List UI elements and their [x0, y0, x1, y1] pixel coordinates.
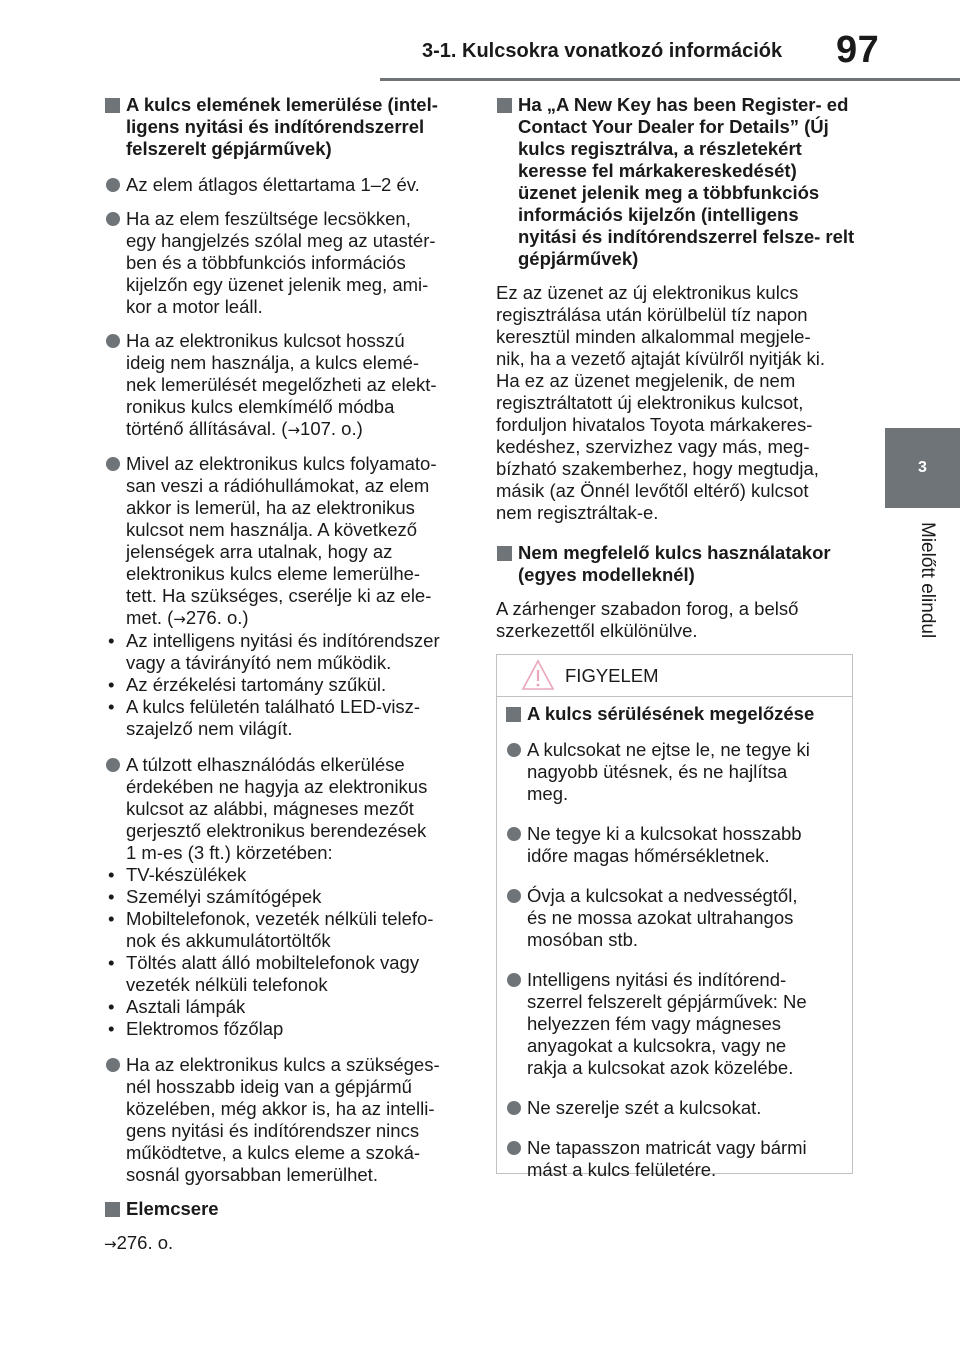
square-bullet-icon — [105, 98, 120, 113]
text-line: mosóban stb. — [527, 929, 639, 950]
section-heading — [496, 94, 856, 270]
text-line: forduljon hivatalos Toyota márkakeres- — [496, 414, 813, 435]
text-line: kor a motor leáll. — [126, 296, 263, 317]
text-line: nek lemerülését megelőzheti az elekt- — [126, 374, 437, 395]
round-bullet-icon — [507, 743, 521, 757]
text-line: keresztül minden alkalommal megjele- — [496, 326, 811, 347]
bullet-dot-icon: • — [108, 996, 115, 1017]
text-line: A kulcsokat ne ejtse le, ne tegye ki — [527, 739, 810, 760]
text-line: 1 m-es (3 ft.) körzetében: — [126, 842, 333, 863]
chapter-label-text: Mielőtt elindul — [917, 522, 938, 639]
heading-line: nyitási és indítórendszerrel felsze- — [518, 226, 821, 247]
text-line: szajelző nem világít. — [126, 718, 293, 739]
text-line: Intelligens nyitási és indítórend- — [527, 969, 787, 990]
left-column — [104, 94, 470, 1267]
text-line: A kulcs felületén található LED-visz- — [126, 696, 421, 717]
warning-item — [505, 885, 845, 951]
text-line: gens nyitási és indítórendszer nincs — [126, 1120, 420, 1141]
round-bullet-icon — [507, 889, 521, 903]
header-rule — [380, 78, 960, 81]
square-bullet-icon — [506, 707, 521, 722]
text-line: Asztali lámpák — [126, 996, 246, 1017]
heading-line: A kulcs sérülésének megelőzése — [527, 703, 815, 724]
warning-item — [505, 1097, 845, 1119]
text-line: Ha az elektronikus kulcsot hosszú — [126, 330, 405, 351]
page-reference-link[interactable]: 107. o.) — [300, 418, 363, 439]
text-line: Ne tapasszon matricát vagy bármi — [527, 1137, 807, 1158]
round-bullet-icon — [507, 1101, 521, 1115]
text-line: nem regisztráltak-e. — [496, 502, 659, 523]
page-reference — [104, 1232, 470, 1255]
text-line: jelenségek arra utalnak, hogy az — [126, 541, 393, 562]
section-heading — [104, 1198, 470, 1220]
text-line: elektronikus kulcs eleme lemerülhe- — [126, 563, 421, 584]
warning-triangle-icon — [521, 659, 555, 691]
bullet-dot-icon: • — [108, 696, 115, 717]
round-bullet-icon — [106, 457, 120, 471]
heading-line: (Új kulcs regisztrálva, a részletekért — [518, 116, 829, 159]
heading-line: relt gépjárművek) — [518, 226, 855, 269]
text-line: Mobiltelefonok, vezeték nélküli telefo- — [126, 908, 434, 929]
page-header — [0, 0, 960, 82]
text-line: Az intelligens nyitási és indítórendszer — [126, 630, 440, 651]
text-line — [126, 418, 470, 441]
paragraph — [496, 598, 856, 642]
square-bullet-icon — [497, 546, 512, 561]
text-line: regisztrálása után körülbelül tíz napon — [496, 304, 808, 325]
warning-box — [496, 654, 853, 1180]
heading-line: Ha „A New Key has been Register- — [518, 94, 822, 115]
text-line: Az elem átlagos élettartama 1–2 év. — [126, 174, 420, 195]
text-line: Az érzékelési tartomány szűkül. — [126, 674, 387, 695]
list-item — [104, 174, 470, 196]
text-line: Személyi számítógépek — [126, 886, 322, 907]
page-number: 97 — [836, 29, 880, 71]
sub-list-item — [104, 886, 470, 908]
text-line: tett. Ha szükséges, cserélje ki az ele- — [126, 585, 432, 606]
text-line: Elektromos főzőlap — [126, 1018, 284, 1039]
text-line: másik (az Önnél levőtől eltérő) kulcsot — [496, 480, 809, 501]
round-bullet-icon — [106, 212, 120, 226]
text-fragment: met. ( — [126, 607, 174, 628]
heading-line: A kulcs elemének lemerülése (intel- — [126, 94, 438, 115]
text-line: érdekében ne hagyja az elektronikus — [126, 776, 428, 797]
text-line: meg. — [527, 783, 569, 804]
warning-header — [497, 655, 852, 697]
text-line: A zárhenger szabadon forog, a belső — [496, 598, 799, 619]
bullet-dot-icon: • — [108, 864, 115, 885]
text-line: sosnál gyorsabban lemerülhet. — [126, 1164, 378, 1185]
text-line: kijelzőn egy üzenet jelenik meg, ami- — [126, 274, 429, 295]
text-line: regisztráltatott új elektronikus kulcsot, — [496, 392, 804, 413]
warning-item — [505, 823, 845, 867]
bullet-dot-icon: • — [108, 674, 115, 695]
text-line: szerrel felszerelt gépjárművek: Ne — [527, 991, 807, 1012]
text-line: Töltés alatt álló mobiltelefonok vagy — [126, 952, 420, 973]
heading-line: ed Contact Your Dealer for Details” — [518, 94, 849, 137]
warning-title: FIGYELEM — [565, 665, 659, 686]
text-line — [126, 607, 470, 630]
text-line: Mivel az elektronikus kulcs folyamato- — [126, 453, 437, 474]
text-line: Ha ez az üzenet megjelenik, de nem — [496, 370, 796, 391]
page-reference-link[interactable]: 276. o. — [116, 1232, 174, 1253]
text-line: kulcsot nem használja. A következő — [126, 519, 418, 540]
heading-line: keresse fel márkakereskedését) — [518, 160, 797, 181]
section-heading — [104, 94, 470, 160]
text-line: nél hosszabb ideig van a gépjármű — [126, 1076, 412, 1097]
list-item — [104, 330, 470, 441]
text-line: Óvja a kulcsokat a nedvességtől, — [527, 885, 798, 906]
text-line: ben és a többfunkciós információs — [126, 252, 406, 273]
page-reference-link[interactable]: 276. o.) — [185, 607, 249, 628]
text-line: mást a kulcs felületére. — [527, 1159, 717, 1180]
section-heading — [496, 542, 856, 586]
text-line: nik, ha a vezető ajtaját kívülről nyitják ki. — [496, 348, 826, 369]
heading-line: információs kijelzőn (intelligens — [518, 204, 799, 225]
text-line: nok és akkumulátortöltők — [126, 930, 331, 951]
chapter-tab[interactable]: 3 — [885, 428, 960, 508]
text-line: ronikus kulcs elemkímélő módba — [126, 396, 395, 417]
text-line: helyezzen fém vagy mágneses — [527, 1013, 781, 1034]
warning-item — [505, 739, 845, 805]
sub-list-item — [104, 996, 470, 1018]
text-line: Ha az elem feszültsége lecsökken, — [126, 208, 411, 229]
text-line: Ez az üzenet az új elektronikus kulcs — [496, 282, 799, 303]
sub-list-item — [104, 908, 470, 952]
warning-item — [505, 969, 845, 1079]
chapter-label — [918, 522, 938, 662]
sub-list-item — [104, 864, 470, 886]
round-bullet-icon — [106, 758, 120, 772]
list-item — [104, 754, 470, 1040]
round-bullet-icon — [106, 1058, 120, 1072]
heading-line: ligens nyitási és indítórendszerrel — [126, 116, 425, 137]
sub-list-item — [104, 674, 470, 696]
text-line: san veszi a rádióhullámokat, az elem — [126, 475, 430, 496]
text-line: A túlzott elhasználódás elkerülése — [126, 754, 405, 775]
text-line: bízható szakemberhez, hogy megtudja, — [496, 458, 819, 479]
warning-item — [505, 1137, 845, 1181]
round-bullet-icon — [507, 827, 521, 841]
section-heading — [505, 703, 845, 725]
text-line: TV-készülékek — [126, 864, 247, 885]
text-line: gerjesztő elektronikus berendezések — [126, 820, 427, 841]
arrow-icon: → — [104, 1235, 117, 1253]
warning-body — [505, 703, 845, 1199]
text-line: szerkezettől elkülönülve. — [496, 620, 698, 641]
heading-line: üzenet jelenik meg a többfunkciós — [518, 182, 820, 203]
text-fragment: történő állításával. ( — [126, 418, 288, 439]
bullet-dot-icon: • — [108, 1018, 115, 1039]
text-line: időre magas hőmérsékletnek. — [527, 845, 770, 866]
text-line: vagy a távirányító nem működik. — [126, 652, 392, 673]
round-bullet-icon — [106, 334, 120, 348]
list-item — [104, 1054, 470, 1186]
text-line: kulcsot az alábbi, mágneses mezőt — [126, 798, 414, 819]
text-line: működtetve, a kulcs eleme a szoká- — [126, 1142, 421, 1163]
heading-line: (egyes modelleknél) — [518, 564, 695, 585]
bullet-dot-icon: • — [108, 952, 115, 973]
sub-list-item — [104, 952, 470, 996]
bullet-dot-icon: • — [108, 630, 115, 651]
round-bullet-icon — [507, 973, 521, 987]
round-bullet-icon — [507, 1141, 521, 1155]
sub-list-item — [104, 1018, 470, 1040]
section-title: 3-1. Kulcsokra vonatkozó információk — [422, 40, 783, 62]
paragraph — [496, 282, 856, 524]
heading-line: Elemcsere — [126, 1198, 219, 1219]
heading-line: Nem megfelelő kulcs használatakor — [518, 542, 831, 563]
arrow-icon: → — [173, 610, 186, 628]
list-item — [104, 453, 470, 740]
text-line: Ha az elektronikus kulcs a szükséges- — [126, 1054, 440, 1075]
text-line: rakja a kulcsokat azok közelébe. — [527, 1057, 794, 1078]
text-line: ideig nem használja, a kulcs elemé- — [126, 352, 420, 373]
text-line: akkor is lemerül, ha az elektronikus — [126, 497, 415, 518]
text-line: anyagokat a kulcsokra, vagy ne — [527, 1035, 787, 1056]
text-line: közelében, még akkor is, ha az intelli- — [126, 1098, 435, 1119]
right-column — [496, 94, 856, 654]
list-item — [104, 208, 470, 318]
square-bullet-icon — [105, 1202, 120, 1217]
text-line: és ne mossa azokat ultrahangos — [527, 907, 794, 928]
round-bullet-icon — [106, 178, 120, 192]
bullet-dot-icon: • — [108, 908, 115, 929]
bullet-dot-icon: • — [108, 886, 115, 907]
text-line: kedéshez, szervizhez vagy más, meg- — [496, 436, 810, 457]
arrow-icon: → — [287, 421, 301, 439]
text-line: vezeték nélküli telefonok — [126, 974, 328, 995]
square-bullet-icon — [497, 98, 512, 113]
text-line: nagyobb ütésnek, és ne hajlítsa — [527, 761, 788, 782]
heading-line: felszerelt gépjárművek) — [126, 138, 332, 159]
sub-list-item — [104, 696, 470, 740]
text-line: Ne tegye ki a kulcsokat hosszabb — [527, 823, 802, 844]
text-line: Ne szerelje szét a kulcsokat. — [527, 1097, 762, 1118]
text-line: egy hangjelzés szólal meg az utastér- — [126, 230, 436, 251]
sub-list-item — [104, 630, 470, 674]
